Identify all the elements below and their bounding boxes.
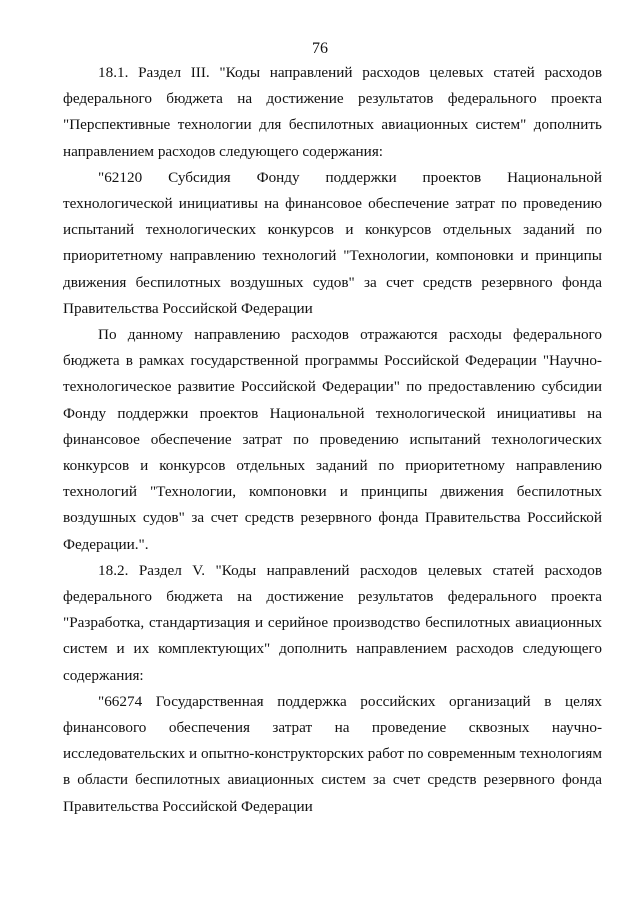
paragraph-62120: "62120 Субсидия Фонду поддержки проектов Национальной технологической инициативы на финансовое обеспечение затрат по проведению испытаний технологических конкурсов и конкурсов отдельных заданий по приоритетному направлению технологий "Технологии, компоновки и принципы движения беспилотных воздушных судов" за счет средств резервного фонда Правительства Российской Федерации	[63, 168, 602, 317]
document-body	[63, 60, 602, 820]
paragraph-18-1: 18.1. Раздел III. "Коды направлений расходов целевых статей расходов федерального бюджета на достижение результатов федерального проекта "Перспективные технологии для беспилотных авиационных систем" дополнить направлением расходов следующего содержания:	[63, 64, 602, 160]
paragraph-description: По данному направлению расходов отражаются расходы федерального бюджета в рамках государственной программы Российской Федерации "Научно-технологическое развитие Российской Федерации" по предоставлению субсидии Фонду поддержки проектов Национальной технологической инициативы на финансовое обеспечение затрат по проведению испытаний технологических конкурсов и конкурсов отдельных заданий по приоритетному направлению технологий "Технологии, компоновки и принципы движения беспилотных воздушных судов" за счет средств резервного фонда Правительства Российской Федерации.".	[63, 326, 602, 553]
paragraph-18-2: 18.2. Раздел V. "Коды направлений расходов целевых статей расходов федерального бюджета на достижение результатов федерального проекта "Разработка, стандартизация и серийное производство беспилотных авиационных систем и их комплектующих" дополнить направлением расходов следующего содержания:	[63, 561, 602, 684]
paragraph-66274: "66274 Государственная поддержка российских организаций в целях финансового обеспечения затрат на проведение сквозных научно-исследовательских и опытно-конструкторских работ по современным технологиям в области беспилотных авиационных систем за счет средств резервного фонда Правительства Российской Федерации	[63, 692, 602, 815]
page-number: 76	[312, 40, 328, 57]
